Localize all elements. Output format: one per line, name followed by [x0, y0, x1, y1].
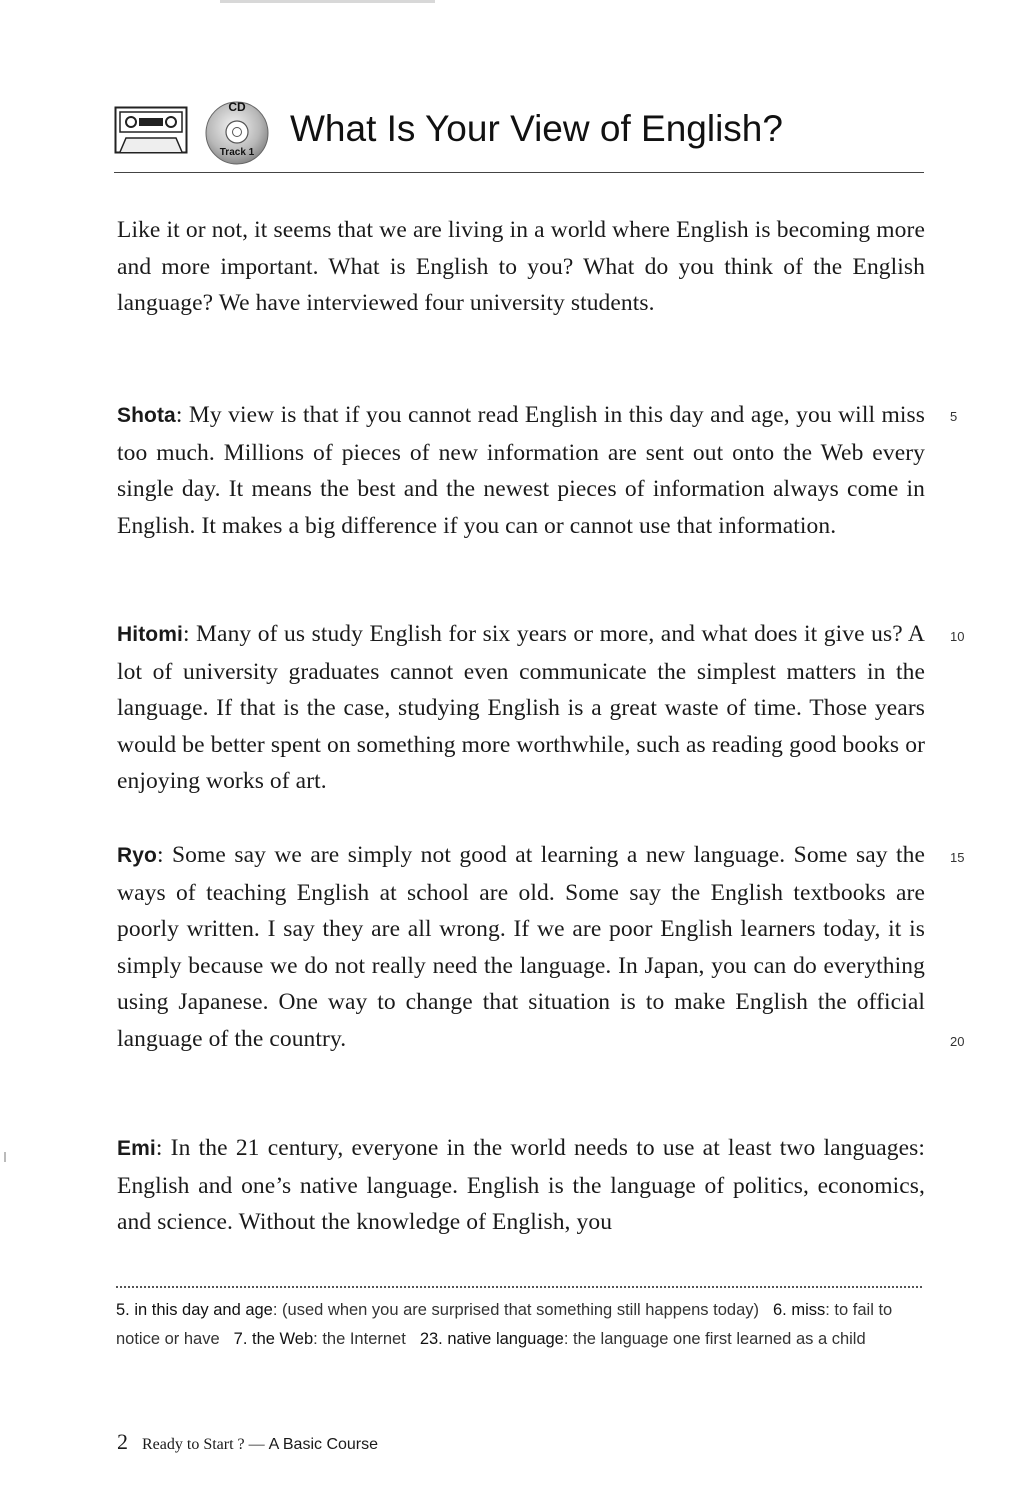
title-separator: —: [248, 1436, 265, 1453]
page-header: [114, 96, 924, 174]
scan-artifact: [4, 1152, 6, 1162]
note-term: 5. in this day and age: [116, 1301, 273, 1319]
speaker-name: Shota: [117, 404, 176, 427]
book-title: Ready to Start ?: [142, 1436, 245, 1453]
note-definition: to fail to notice or have: [116, 1301, 893, 1348]
passage-text: My view is that if you cannot read English in this day and age, you will miss too much. Millions of pieces of new information are sent out onto the Web every single day. It means the best and the newest pieces of information always come in English. It makes a big difference if you can or cannot use that information.: [117, 402, 925, 539]
note-term: 23. native language: [419, 1330, 564, 1348]
track-label: Track 1: [219, 147, 255, 158]
note-term: 7. the Web: [233, 1330, 314, 1348]
note-item: 6. miss: to fail to notice or have: [116, 1301, 893, 1348]
speaker-name: Ryo: [117, 844, 157, 867]
line-number: 15: [950, 850, 965, 865]
note-item: 23. native language: the language one first learned as a child: [419, 1330, 866, 1348]
page-title: What Is Your View of English?: [290, 108, 783, 149]
note-definition: the Internet: [322, 1330, 406, 1348]
line-number: 10: [950, 629, 965, 644]
intro-paragraph: Like it or not, it seems that we are living in a world where English is becoming more and more important. What is English to you? What do you think of the English language? We have interviewed four university students.: [117, 217, 925, 317]
cd-icon: [202, 96, 272, 166]
note-definition: (used when you are surprised that something still happens today): [282, 1301, 759, 1319]
page-number: 2: [117, 1429, 128, 1454]
speaker-name: Emi: [117, 1137, 156, 1160]
passage-text: Many of us study English for six years or more, and what does it give us? A lot of university graduates cannot even communicate the simplest matters in the language. If that is the case, studying English is a great waste of time. Those years would be better spent on something more worthwhile, such as reading good books or enjoying works of art.: [117, 621, 925, 795]
passage-shota: Shota: My view is that if you cannot read English in this day and age, you will miss too much. Millions of pieces of new information are sent out onto the Web every single day. It means the best and the newest pieces of information always come in English. It makes a big difference if you can or cannot use that information.: [117, 402, 925, 539]
line-number: 5: [950, 409, 958, 424]
note-item: 5. in this day and age: (used when you are surprised that something still happens today): [116, 1301, 759, 1319]
line-number: 20: [950, 1034, 965, 1049]
scan-artifact: [220, 0, 435, 3]
passage-text: Some say we are simply not good at learning a new language. Some say the ways of teaching English at school are old. Some say the English textbooks are poorly written. I say they are all wrong. If we are poor English learners today, it is simply because we do not really need the language. In Japan, you can do everything using Japanese. One way to change that situation is to make English the official language of the country.: [117, 842, 926, 1052]
passage-ryo: Ryo: Some say we are simply not good at learning a new language. Some say the ways of teaching English at school are old. Some say the English textbooks are poorly written. I say they are all wrong. If we are poor English learners today, it is simply because we do not really need the language. In Japan, you can do everything using Japanese. One way to change that situation is to make English the official language of the country.: [117, 842, 926, 1052]
note-item: 7. the Web: the Internet: [233, 1330, 406, 1348]
note-term: 6. miss: [772, 1301, 826, 1319]
speaker-name: Hitomi: [117, 623, 183, 646]
passage-hitomi: Hitomi: Many of us study English for six years or more, and what does it give us? A lot of university graduates cannot even communicate the simplest matters in the language. If that is the case, studying English is a great waste of time. Those years would be better spent on something more worthwhile, such as reading good books or enjoying works of art.: [117, 621, 925, 795]
title-divider: [114, 172, 924, 173]
cassette-icon: [114, 106, 188, 154]
cd-label: CD: [228, 100, 246, 114]
passage-text: In the 21 century, everyone in the world needs to use at least two languages: English and one’s native language. English is the language of politics, economics, and science. Without the knowledge of English, you: [117, 1135, 926, 1236]
page-footer: [117, 1429, 378, 1455]
passage-emi: Emi: In the 21 century, everyone in the world needs to use at least two languages: English and one’s native language. English is the language of politics, economics, and science. Without the knowledge of English, you: [117, 1135, 926, 1236]
vocabulary-notes: [116, 1296, 928, 1354]
note-definition: the language one first learned as a child: [573, 1330, 866, 1348]
notes-divider: [116, 1286, 922, 1288]
course-name: A Basic Course: [268, 1436, 379, 1453]
